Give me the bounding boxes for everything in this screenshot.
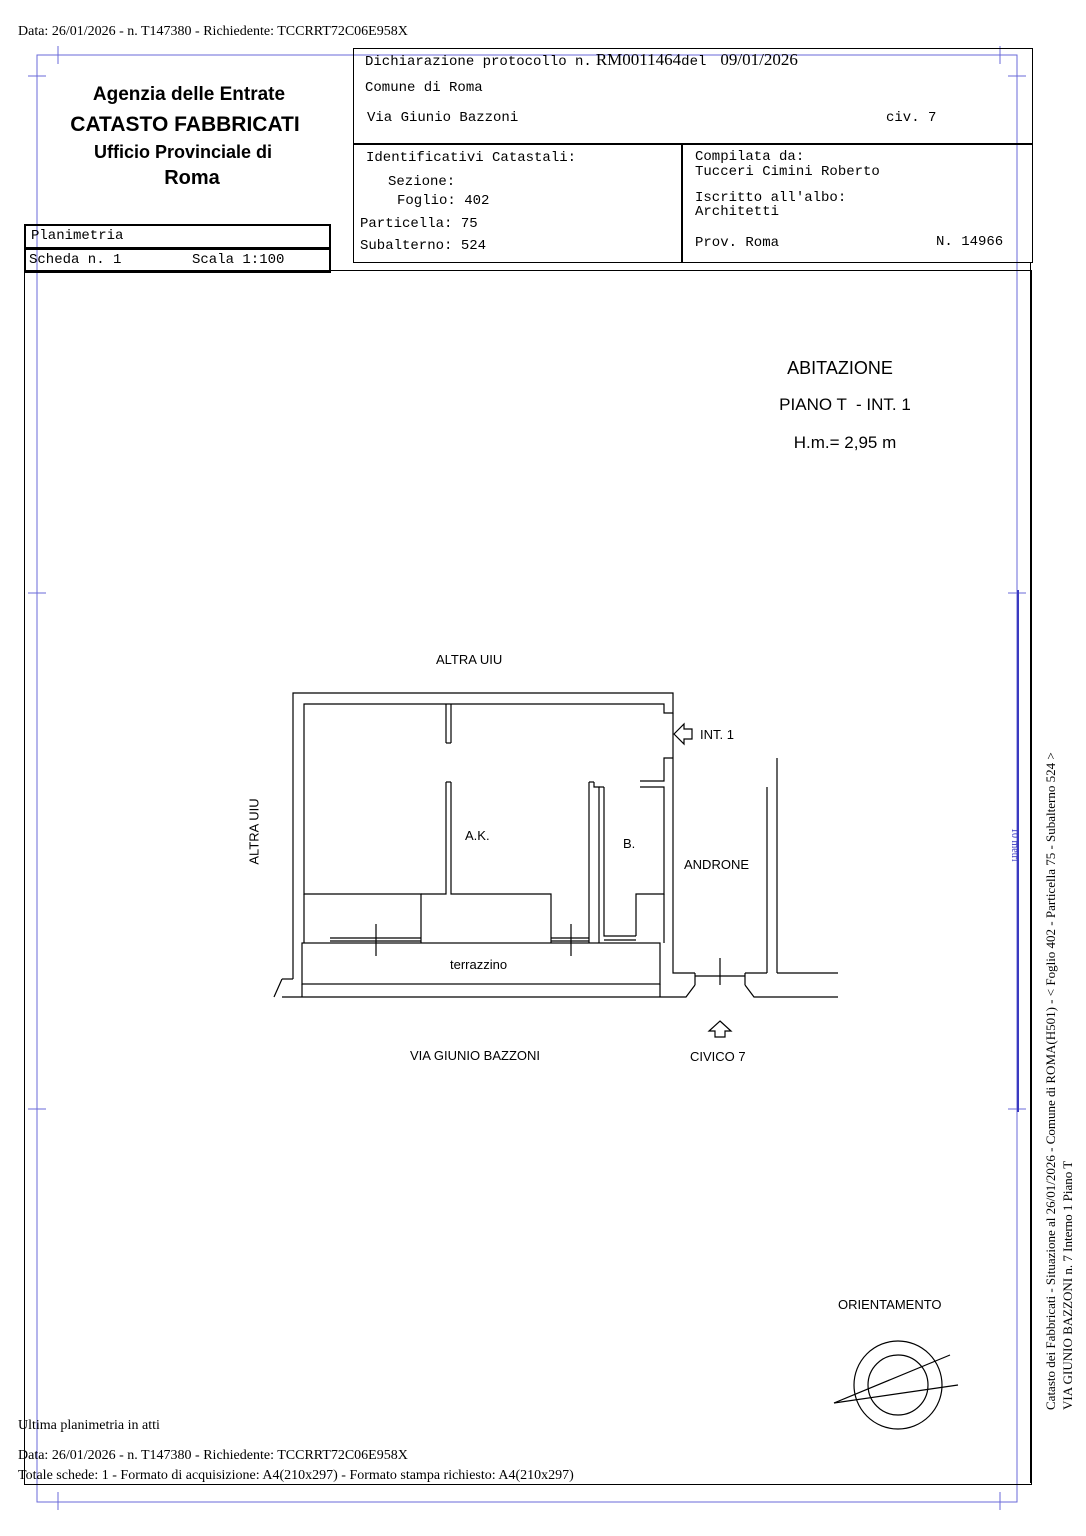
label-orientamento: ORIENTAMENTO [838, 1297, 942, 1312]
protocol-date: 09/01/2026 [720, 50, 798, 69]
plan-title: ABITAZIONE [787, 358, 893, 378]
label-altra-uiu-top: ALTRA UIU [436, 652, 503, 667]
scale-label: Scala 1:100 [192, 252, 285, 268]
albo-label: Iscritto all'albo: [695, 190, 847, 206]
footer-ultima: Ultima planimetria in atti [18, 1418, 160, 1433]
plan-height: H.m.= 2,95 m [793, 433, 897, 452]
albo-value: Architetti [695, 204, 780, 220]
protocol-label: Dichiarazione protocollo n. [365, 54, 592, 70]
compiler-label: Compilata da: [695, 149, 805, 165]
scheda-number: Scheda n. 1 [29, 252, 122, 268]
planimetria-label: Planimetria [31, 228, 124, 244]
office-line-ufficio: Ufficio Provinciale di [93, 142, 273, 162]
scale-ruler-label: 10 metri [1009, 828, 1020, 862]
side-text-situation: Catasto dei Fabbricati - Situazione al 26/01/2026 - Comune di ROMA(H501) - < Foglio 402 - Particella 75 - Subalterno 524 > [1043, 752, 1058, 1410]
plan-floor: PIANO T - INT. 1 [779, 395, 911, 414]
identifiers-title: Identificativi Catastali: [366, 150, 577, 166]
label-int-1: INT. 1 [700, 727, 734, 742]
protocol-del: del [681, 54, 707, 70]
province: Prov. Roma [695, 235, 780, 251]
footer-data: Data: 26/01/2026 - n. T147380 - Richiedente: TCCRRT72C06E958X [18, 1448, 408, 1463]
protocol-number: RM0011464 [595, 50, 682, 69]
label-terrazzino: terrazzino [450, 957, 508, 972]
office-line-catasto: CATASTO FABBRICATI [70, 113, 300, 136]
label-altra-uiu-left: ALTRA UIU [246, 798, 262, 865]
label-street: VIA GIUNIO BAZZONI [410, 1048, 541, 1063]
sezione: Sezione: [388, 174, 456, 190]
side-text-address: VIA GIUNIO BAZZONI n. 7 Interno 1 Piano T [1060, 1160, 1075, 1410]
label-civico: CIVICO 7 [690, 1049, 746, 1064]
particella: Particella: 75 [360, 216, 478, 232]
office-line-agenzia: Agenzia delle Entrate [92, 84, 286, 105]
comune: Comune di Roma [365, 80, 483, 96]
document-header: Data: 26/01/2026 - n. T147380 - Richiedente: TCCRRT72C06E958X [18, 24, 408, 39]
footer-totale: Totale schede: 1 - Formato di acquisizione: A4(210x297) - Formato stampa richiesto: A4(210x297) [18, 1468, 574, 1483]
via: Via Giunio Bazzoni [367, 110, 519, 126]
label-androne: ANDRONE [684, 857, 750, 872]
civico-number: civ. 7 [886, 110, 937, 126]
office-line-city: Roma [164, 167, 220, 189]
subalterno: Subalterno: 524 [360, 238, 487, 254]
foglio: Foglio: 402 [397, 193, 490, 209]
albo-number: N. 14966 [936, 234, 1004, 250]
label-room-ak: A.K. [465, 828, 490, 843]
label-room-b: B. [623, 836, 636, 851]
compiler-name: Tucceri Cimini Roberto [695, 164, 880, 180]
